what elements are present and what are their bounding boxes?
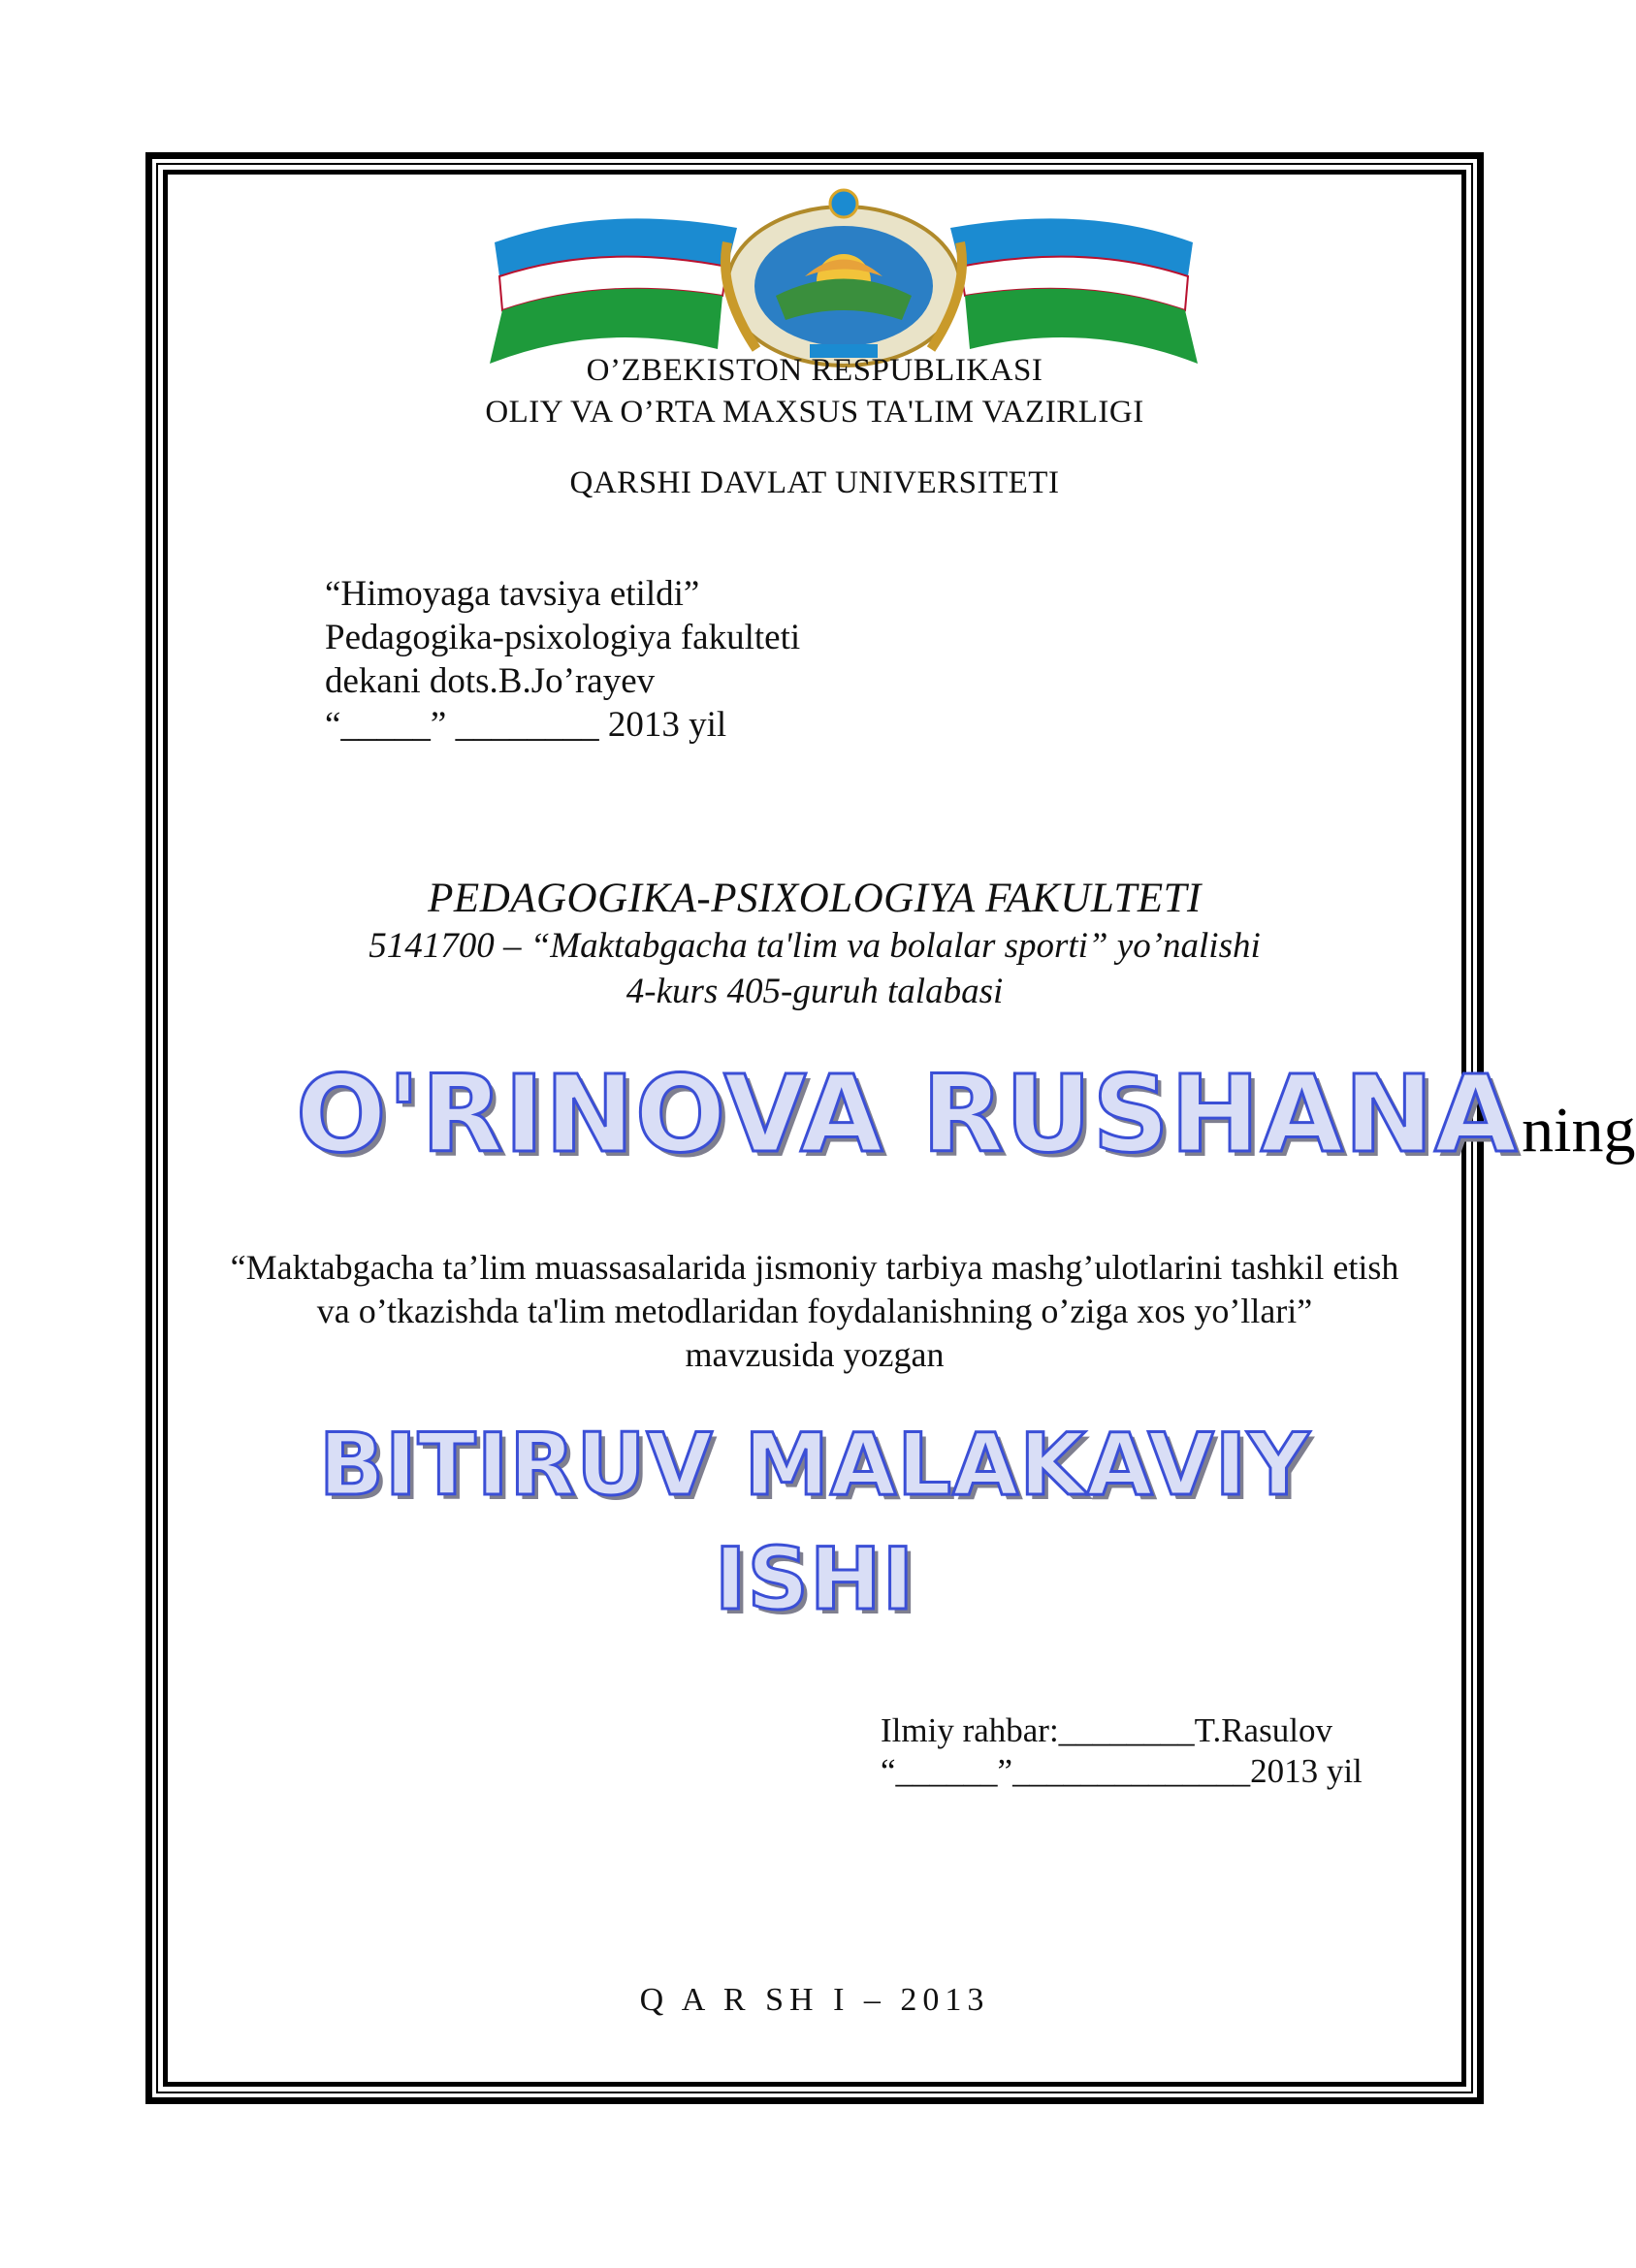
topic-caption: mavzusida yozgan — [685, 1335, 945, 1374]
supervisor-date-line: “______”______________2013 yil — [881, 1752, 1363, 1790]
university-title: QARSHI DAVLAT UNIVERSITETI — [569, 465, 1060, 500]
supervisor-line: Ilmiy rahbar:________T.Rasulov — [881, 1711, 1332, 1749]
student-name: O'RINOVA RUSHANA — [296, 1052, 1519, 1176]
faculty-name: PEDAGOGIKA-PSIXOLOGIYA FAKULTETI — [428, 876, 1202, 921]
work-title-second-line: ISHI — [714, 1529, 915, 1629]
student-name-suffix: ning — [1522, 1095, 1636, 1166]
approval-line: “Himoyaga tavsiya etildi” — [325, 574, 700, 614]
approval-line: Pedagogika-psixologiya fakulteti — [325, 618, 801, 657]
student-name-line — [296, 1052, 1636, 1176]
ministry-title: OLIY VA O’RTA MAXSUS TA'LIM VAZIRLIGI — [485, 395, 1144, 430]
topic-line: va o’tkazishda ta'lim metodlaridan foydalanishning o’ziga xos yo’llari” — [316, 1292, 1313, 1330]
work-title: BITIRUV MALAKAVIY — [318, 1415, 1311, 1515]
country-title: O’ZBEKISTON RESPUBLIKASI — [586, 353, 1043, 388]
topic-line: “Maktabgacha ta’lim muassasalarida jismoniy tarbiya mashg’ulotlarini tashkil etish — [230, 1248, 1399, 1287]
approval-block — [325, 572, 800, 747]
study-direction: 5141700 – “Maktabgacha ta'lim va bolalar sporti” yo’nalishi — [369, 926, 1261, 966]
uzbekistan-emblem-flag-icon — [485, 184, 1203, 368]
approval-date-line: “_____” ________ 2013 yil — [325, 705, 727, 745]
city-year: Q A R SH I – 2013 — [639, 1982, 990, 2018]
approval-line: dekani dots.B.Jo’rayev — [325, 661, 656, 701]
student-group: 4-kurs 405-guruh talabasi — [626, 972, 1004, 1011]
